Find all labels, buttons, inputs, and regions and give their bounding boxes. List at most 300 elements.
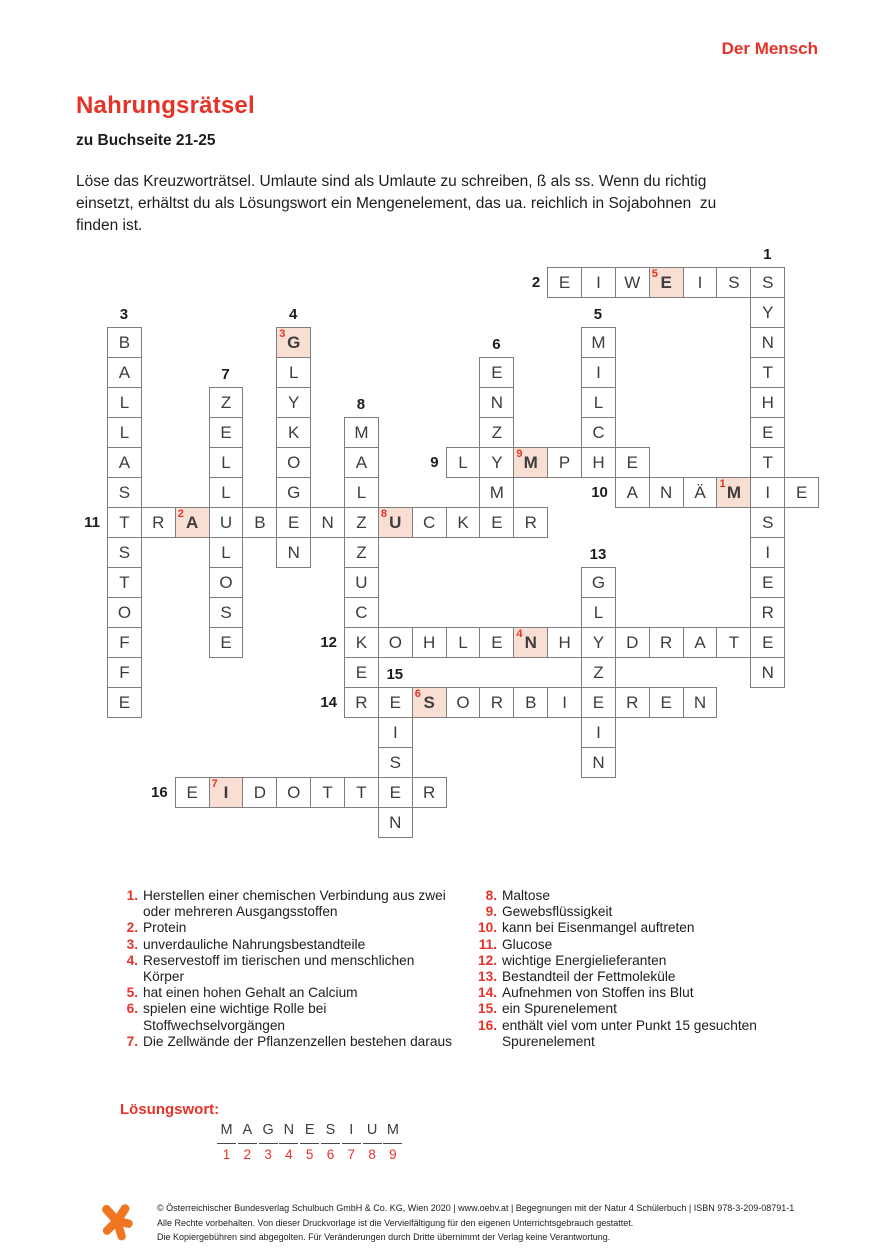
- grid-cell[interactable]: [107, 507, 142, 538]
- clue-text: Maltose: [502, 888, 550, 903]
- grid-cell-letter: E: [389, 782, 401, 802]
- grid-number-label: 9: [430, 454, 439, 471]
- grid-cell-letter: L: [356, 482, 367, 502]
- grid-cell[interactable]: [683, 267, 718, 298]
- grid-cell[interactable]: [107, 477, 142, 508]
- grid-cell-letter: N: [389, 812, 402, 832]
- grid-cell[interactable]: [107, 567, 142, 598]
- grid-cell[interactable]: [750, 567, 785, 598]
- grid-cell[interactable]: [209, 627, 244, 658]
- grid-cell-letter: C: [355, 602, 368, 622]
- grid-cell[interactable]: [209, 477, 244, 508]
- grid-cell[interactable]: [175, 777, 210, 808]
- grid-cell[interactable]: [209, 597, 244, 628]
- clue-item: [469, 953, 869, 969]
- grid-cell[interactable]: [784, 477, 819, 508]
- grid-number-label: 2: [531, 274, 541, 291]
- grid-cell[interactable]: [750, 477, 785, 508]
- grid-cell[interactable]: [276, 507, 311, 538]
- grid-cell-letter: B: [118, 332, 131, 352]
- grid-cell-letter: Y: [491, 452, 503, 472]
- grid-cell[interactable]: [107, 687, 142, 718]
- grid-cell-letter: E: [220, 422, 232, 442]
- grid-number-label: 10: [591, 484, 608, 501]
- grid-cell-letter: A: [626, 482, 638, 502]
- grid-cell-letter: W: [624, 272, 641, 292]
- clue-item: [469, 920, 869, 936]
- grid-cell[interactable]: [581, 267, 616, 298]
- grid-cell-letter: I: [392, 722, 398, 742]
- clues-left-column: [110, 888, 462, 1050]
- grid-cell-letter: N: [287, 542, 300, 562]
- grid-cell[interactable]: [107, 657, 142, 688]
- grid-number-label: 14: [320, 694, 338, 711]
- grid-cell[interactable]: [276, 537, 311, 568]
- solution-slot[interactable]: [259, 1122, 278, 1162]
- grid-cell[interactable]: [209, 387, 244, 418]
- grid-cell[interactable]: [479, 387, 514, 418]
- grid-cell[interactable]: [175, 507, 210, 538]
- grid-cell-letter: B: [254, 512, 266, 532]
- clue-text: Reservestoff im tierischen und menschlichen Körper: [143, 952, 415, 985]
- grid-cell[interactable]: [513, 627, 548, 658]
- grid-cell-letter: I: [562, 692, 567, 712]
- grid-cell-letter: A: [186, 512, 199, 532]
- grid-cell-letter: O: [287, 452, 301, 472]
- grid-number-label: 5: [593, 306, 603, 323]
- grid-cell[interactable]: [276, 777, 311, 808]
- grid-cell[interactable]: [750, 417, 785, 448]
- clue-item: [469, 1018, 869, 1050]
- publisher-logo-icon: [96, 1198, 140, 1246]
- grid-cell[interactable]: [513, 507, 548, 538]
- grid-cell[interactable]: [107, 387, 142, 418]
- grid-cell-letter: Y: [288, 392, 300, 412]
- grid-cell[interactable]: [581, 687, 616, 718]
- grid-cell[interactable]: [750, 507, 785, 538]
- solution-number: 6: [326, 1147, 335, 1162]
- grid-cell-letter: S: [389, 752, 401, 772]
- grid-cell[interactable]: [513, 447, 548, 478]
- grid-cell-letter: N: [490, 392, 504, 412]
- solution-position-marker: 3: [279, 328, 286, 340]
- grid-cell[interactable]: [581, 387, 616, 418]
- grid-cell[interactable]: [581, 657, 616, 688]
- grid-cell[interactable]: [378, 807, 413, 838]
- grid-cell[interactable]: [716, 267, 751, 298]
- grid-cell[interactable]: [581, 747, 616, 778]
- grid-cell-letter: B: [525, 692, 537, 712]
- footer-line: © Österreichischer Bundesverlag Schulbuch GmbH & Co. KG, Wien 2020 | www.oebv.at | Begegnungen mit der Natur 4 Schülerbuch | ISBN 978-3-209-08791-1: [157, 1203, 795, 1213]
- grid-cell[interactable]: [344, 447, 379, 478]
- grid-cell[interactable]: [750, 627, 785, 658]
- solution-slot[interactable]: [300, 1122, 319, 1162]
- grid-number-label: 16: [151, 784, 168, 801]
- grid-cell[interactable]: [479, 687, 514, 718]
- grid-cell[interactable]: [107, 597, 142, 628]
- grid-cell-letter: R: [626, 692, 639, 712]
- grid-cell[interactable]: [750, 447, 785, 478]
- grid-cell-letter: U: [355, 572, 368, 592]
- solution-number: 1: [222, 1147, 231, 1162]
- grid-cell[interactable]: [344, 657, 379, 688]
- grid-cell-letter: D: [626, 632, 639, 652]
- grid-cell[interactable]: [649, 627, 684, 658]
- grid-cell-letter: E: [288, 512, 300, 532]
- solution-slot[interactable]: [321, 1122, 340, 1162]
- grid-cell[interactable]: [750, 267, 785, 298]
- grid-cell[interactable]: [344, 567, 379, 598]
- clue-number: 11.: [478, 936, 497, 952]
- page-title: Nahrungsrätsel: [76, 92, 255, 119]
- grid-cell[interactable]: [209, 537, 244, 568]
- clue-number: 6.: [126, 1001, 138, 1017]
- grid-cell[interactable]: [107, 537, 142, 568]
- clue-text: wichtige Energielieferanten: [502, 952, 667, 968]
- grid-cell[interactable]: [581, 717, 616, 748]
- grid-cell[interactable]: [344, 507, 379, 538]
- clue-item: [469, 904, 869, 920]
- grid-cell[interactable]: [649, 477, 684, 508]
- grid-cell[interactable]: [344, 597, 379, 628]
- grid-cell[interactable]: [344, 417, 379, 448]
- grid-cell-letter: Ä: [694, 482, 706, 502]
- clue-number: 5.: [126, 985, 138, 1001]
- clue-text: spielen eine wichtige Rolle bei Stoffwechselvorgängen: [143, 1001, 327, 1033]
- grid-cell[interactable]: [750, 597, 785, 628]
- grid-cell[interactable]: [750, 297, 785, 328]
- clue-item: [469, 1001, 869, 1017]
- solution-number: 9: [389, 1147, 397, 1162]
- clue-number: 16.: [477, 1017, 497, 1033]
- grid-cell-letter: N: [524, 632, 537, 652]
- grid-cell-letter: A: [355, 452, 368, 472]
- grid-cell-letter: F: [119, 632, 130, 652]
- grid-cell[interactable]: [649, 267, 684, 298]
- solution-number: 2: [243, 1147, 252, 1162]
- solution-slot[interactable]: [238, 1122, 257, 1162]
- grid-cell-letter: T: [119, 512, 130, 532]
- grid-cell[interactable]: [378, 687, 413, 718]
- solution-position-marker: 9: [516, 448, 523, 460]
- grid-cell-letter: N: [321, 512, 334, 532]
- grid-cell[interactable]: [446, 507, 481, 538]
- grid-cell[interactable]: [276, 447, 311, 478]
- grid-cell[interactable]: [479, 357, 514, 388]
- solution-letter: N: [279, 1122, 298, 1144]
- clue-item: [110, 1001, 462, 1033]
- grid-cell[interactable]: [581, 597, 616, 628]
- grid-cell[interactable]: [446, 687, 481, 718]
- grid-cell[interactable]: [683, 627, 718, 658]
- grid-number-label: 15: [386, 666, 404, 683]
- solution-position-marker: 7: [211, 778, 218, 790]
- grid-cell[interactable]: [344, 537, 379, 568]
- grid-cell-letter: N: [761, 332, 774, 352]
- grid-cell[interactable]: [310, 507, 345, 538]
- grid-cell[interactable]: [581, 567, 616, 598]
- grid-cell-letter: L: [221, 542, 231, 562]
- grid-cell-letter: M: [489, 482, 504, 502]
- grid-cell-letter: R: [490, 692, 504, 712]
- grid-number-label: 1: [763, 246, 772, 263]
- grid-cell-letter: R: [660, 632, 673, 652]
- grid-cell[interactable]: [750, 327, 785, 358]
- grid-cell[interactable]: [107, 447, 142, 478]
- clue-number: 10.: [477, 920, 497, 936]
- solution-word-label: Lösungswort:: [120, 1101, 220, 1118]
- solution-letter: U: [363, 1122, 382, 1144]
- grid-cell[interactable]: [547, 627, 582, 658]
- grid-cell[interactable]: [276, 327, 311, 358]
- grid-cell-letter: Z: [220, 392, 232, 412]
- grid-cell[interactable]: [276, 357, 311, 388]
- grid-cell-letter: T: [119, 572, 130, 592]
- clue-item: [469, 985, 869, 1001]
- grid-cell-letter: S: [118, 482, 131, 502]
- grid-cell-letter: I: [223, 782, 229, 802]
- clue-item: [469, 937, 869, 953]
- grid-cell-letter: Z: [356, 542, 367, 562]
- clue-number: 9.: [485, 904, 497, 920]
- grid-cell-letter: E: [762, 632, 774, 652]
- grid-cell[interactable]: [479, 477, 514, 508]
- grid-cell[interactable]: [446, 627, 481, 658]
- solution-slot[interactable]: [363, 1122, 382, 1162]
- grid-cell[interactable]: [479, 447, 514, 478]
- grid-cell[interactable]: [209, 417, 244, 448]
- grid-cell[interactable]: [242, 507, 277, 538]
- grid-cell-letter: I: [596, 272, 601, 292]
- grid-cell[interactable]: [581, 447, 616, 478]
- grid-cell[interactable]: [479, 627, 514, 658]
- solution-letter: M: [383, 1122, 402, 1144]
- grid-cell-letter: A: [694, 632, 706, 652]
- grid-cell[interactable]: [412, 777, 447, 808]
- grid-cell[interactable]: [615, 447, 650, 478]
- solution-position-marker: 2: [177, 508, 184, 520]
- grid-number-label: 7: [221, 366, 230, 383]
- grid-cell-letter: E: [762, 572, 774, 592]
- clue-number: 1.: [126, 888, 138, 903]
- grid-cell[interactable]: [615, 687, 650, 718]
- grid-cell[interactable]: [479, 507, 514, 538]
- grid-cell-letter: E: [592, 692, 605, 712]
- grid-cell[interactable]: [412, 687, 447, 718]
- grid-cell[interactable]: [547, 687, 582, 718]
- clue-number: 15.: [477, 1001, 497, 1017]
- grid-cell[interactable]: [412, 507, 447, 538]
- grid-cell[interactable]: [412, 627, 447, 658]
- grid-cell-letter: O: [287, 782, 301, 802]
- clue-number: 4.: [126, 952, 138, 968]
- grid-cell-letter: I: [697, 272, 703, 292]
- grid-cell-letter: E: [762, 422, 774, 442]
- grid-cell-letter: E: [186, 782, 198, 802]
- grid-cell[interactable]: [615, 477, 650, 508]
- grid-cell-letter: S: [762, 512, 774, 532]
- grid-cell[interactable]: [344, 777, 379, 808]
- solution-position-marker: 8: [380, 508, 387, 520]
- grid-cell-letter: L: [119, 422, 130, 442]
- clue-item: [110, 937, 462, 953]
- grid-cell-letter: R: [423, 782, 436, 802]
- grid-cell[interactable]: [141, 507, 176, 538]
- grid-cell[interactable]: [209, 507, 244, 538]
- grid-cell[interactable]: [446, 447, 481, 478]
- grid-cell-letter: Z: [593, 662, 604, 682]
- page-subtitle: zu Buchseite 21-25: [76, 132, 216, 149]
- grid-cell[interactable]: [107, 417, 142, 448]
- grid-number-label: 4: [289, 306, 298, 323]
- grid-cell[interactable]: [649, 687, 684, 718]
- grid-cell[interactable]: [615, 627, 650, 658]
- grid-cell[interactable]: [242, 777, 277, 808]
- grid-cell[interactable]: [378, 627, 413, 658]
- grid-cell-letter: H: [423, 632, 436, 652]
- footer-imprint-text: [157, 1201, 794, 1245]
- grid-cell-letter: E: [389, 692, 401, 712]
- grid-cell[interactable]: [750, 657, 785, 688]
- grid-cell-letter: M: [591, 332, 606, 352]
- grid-cell-letter: G: [591, 572, 606, 592]
- grid-cell-letter: Z: [491, 422, 503, 442]
- grid-cell-letter: L: [119, 392, 130, 412]
- grid-cell[interactable]: [683, 687, 718, 718]
- grid-cell-letter: E: [626, 452, 638, 472]
- grid-cell-letter: E: [220, 632, 232, 652]
- grid-cell-letter: N: [592, 752, 605, 772]
- solution-word-slots: [217, 1122, 404, 1162]
- grid-cell[interactable]: [615, 267, 650, 298]
- grid-cell[interactable]: [378, 747, 413, 778]
- grid-cell[interactable]: [378, 507, 413, 538]
- grid-cell-letter: E: [795, 482, 808, 502]
- clue-number: 2.: [126, 920, 138, 936]
- grid-cell-letter: S: [728, 272, 740, 292]
- grid-cell-letter: A: [118, 452, 131, 472]
- grid-cell[interactable]: [344, 687, 379, 718]
- solution-position-marker: 6: [414, 688, 421, 700]
- grid-cell-letter: G: [287, 332, 301, 352]
- grid-cell-letter: D: [253, 782, 266, 802]
- solution-position-marker: 1: [719, 478, 726, 490]
- grid-cell[interactable]: [344, 477, 379, 508]
- grid-cell[interactable]: [107, 327, 142, 358]
- grid-cell-letter: G: [287, 482, 301, 502]
- grid-cell-letter: L: [221, 482, 231, 502]
- solution-slot[interactable]: [383, 1122, 402, 1162]
- grid-cell[interactable]: [750, 537, 785, 568]
- clue-text: kann bei Eisenmangel auftreten: [502, 920, 695, 936]
- clue-number: 12.: [477, 952, 497, 968]
- grid-cell[interactable]: [209, 447, 244, 478]
- solution-slot[interactable]: [342, 1122, 361, 1162]
- grid-cell[interactable]: [581, 357, 616, 388]
- grid-cell-letter: E: [558, 272, 571, 292]
- intro-line: Löse das Kreuzworträtsel. Umlaute sind als Umlaute zu schreiben, ß als ss. Wenn du richtig: [76, 173, 707, 190]
- grid-cell-letter: S: [220, 602, 232, 622]
- solution-number: 5: [305, 1147, 314, 1162]
- grid-cell[interactable]: [209, 777, 244, 808]
- grid-cell-letter: I: [596, 722, 601, 742]
- grid-cell[interactable]: [378, 777, 413, 808]
- footer-line: Alle Rechte vorbehalten. Von dieser Druckvorlage ist die Vervielfältigung für den eigenen Unterrichtsgebrauch gestattet.: [157, 1217, 634, 1228]
- clue-text: Bestandteil der Fettmoleküle: [502, 969, 676, 985]
- grid-cell[interactable]: [107, 357, 142, 388]
- solution-position-marker: 5: [651, 268, 658, 280]
- clue-number: 13.: [477, 969, 497, 985]
- grid-cell[interactable]: [683, 477, 718, 508]
- grid-cell[interactable]: [276, 387, 311, 418]
- grid-cell[interactable]: [547, 267, 582, 298]
- grid-cell-letter: T: [356, 782, 367, 802]
- solution-letter: A: [238, 1122, 257, 1144]
- grid-cell-letter: K: [288, 422, 300, 442]
- grid-cell[interactable]: [716, 627, 751, 658]
- grid-cell[interactable]: [581, 627, 616, 658]
- grid-cell-letter: M: [726, 482, 741, 502]
- grid-cell-letter: O: [388, 632, 402, 652]
- grid-cell-letter: N: [660, 482, 673, 502]
- grid-cell-letter: T: [728, 632, 740, 652]
- grid-cell-letter: L: [593, 602, 604, 622]
- grid-cell[interactable]: [716, 477, 751, 508]
- grid-cell[interactable]: [276, 417, 311, 448]
- clue-number: 8.: [485, 888, 497, 903]
- solution-letter: I: [342, 1122, 361, 1144]
- grid-cell[interactable]: [750, 387, 785, 418]
- grid-cell[interactable]: [581, 417, 616, 448]
- grid-cell[interactable]: [479, 417, 514, 448]
- clue-number: 7.: [126, 1033, 138, 1049]
- grid-cell-letter: L: [593, 392, 604, 412]
- grid-cell-letter: L: [458, 452, 468, 472]
- grid-cell-letter: U: [219, 512, 233, 532]
- clue-text: Die Zellwände der Pflanzenzellen bestehen daraus: [143, 1033, 452, 1049]
- grid-cell[interactable]: [513, 687, 548, 718]
- grid-cell-letter: Y: [762, 302, 774, 322]
- grid-cell[interactable]: [750, 357, 785, 388]
- grid-cell[interactable]: [209, 567, 244, 598]
- grid-cell-letter: E: [660, 272, 672, 292]
- grid-cell[interactable]: [107, 627, 142, 658]
- grid-cell[interactable]: [344, 627, 379, 658]
- grid-cell-letter: P: [558, 452, 571, 472]
- grid-number-label: 8: [356, 396, 366, 413]
- grid-cell[interactable]: [547, 447, 582, 478]
- grid-cell[interactable]: [276, 477, 311, 508]
- grid-cell-letter: L: [221, 452, 231, 472]
- clue-item: [110, 953, 462, 985]
- grid-cell-letter: E: [355, 662, 368, 682]
- grid-cell[interactable]: [310, 777, 345, 808]
- intro-line: einsetzt, erhältst du als Lösungswort ein Mengenelement, das ua. reichlich in Sojabohnen zu: [76, 195, 717, 213]
- footer-line: Die Kopiergebühren sind abgegolten. Für Veränderungen durch Dritte übernimmt der Verlag keine Verantwortung.: [157, 1232, 611, 1243]
- grid-cell-letter: L: [288, 362, 299, 382]
- grid-cell-letter: N: [693, 692, 707, 712]
- clue-item: [469, 969, 869, 985]
- grid-cell-letter: S: [762, 272, 774, 292]
- grid-cell[interactable]: [378, 717, 413, 748]
- grid-cell-letter: E: [118, 692, 131, 712]
- solution-slot[interactable]: [217, 1122, 236, 1162]
- clue-item: [110, 1034, 462, 1050]
- intro-line: finden ist.: [76, 217, 143, 235]
- grid-cell-letter: H: [592, 452, 605, 472]
- solution-slot[interactable]: [279, 1122, 298, 1162]
- grid-cell[interactable]: [581, 327, 616, 358]
